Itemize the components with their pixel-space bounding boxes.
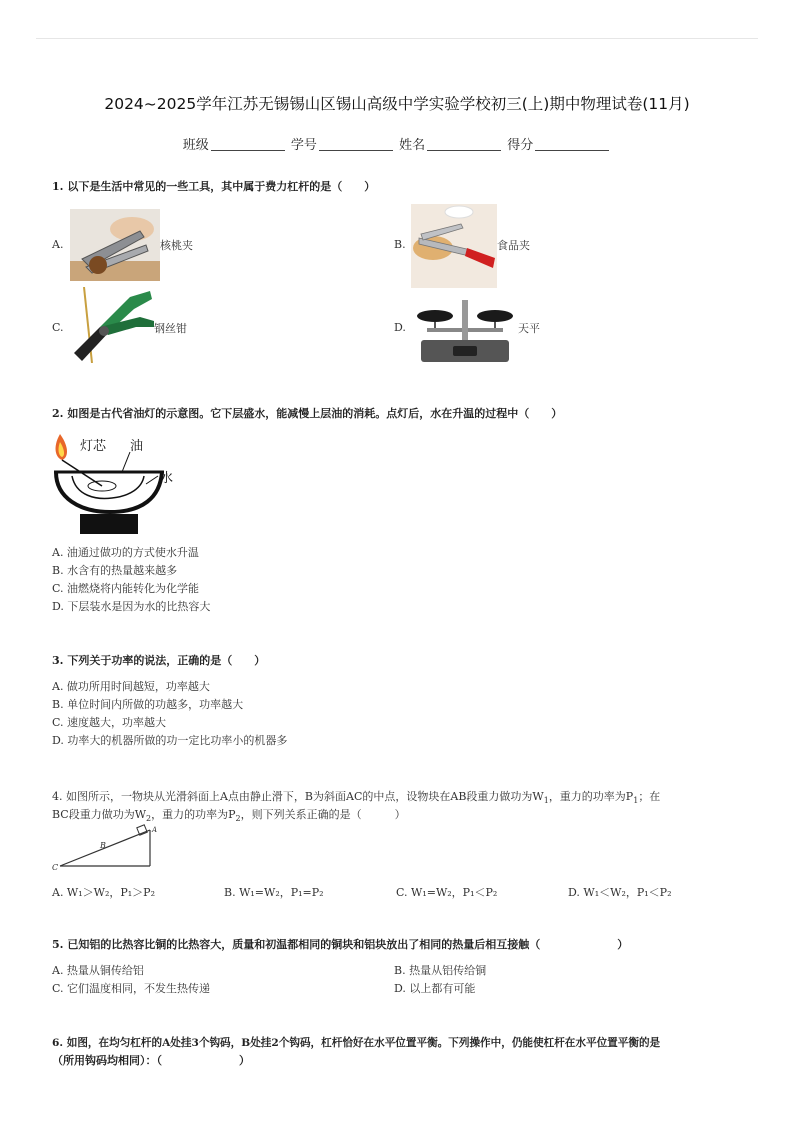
class-blank[interactable] [211,138,285,151]
q2-option-a[interactable]: A. 油通过做功的方式使水升温 [52,546,199,559]
point-c-label: C [52,863,59,872]
number-blank[interactable] [319,138,393,151]
question-4-stem-line1: 4. 如图所示，一物块从光滑斜面上A点由静止滑下，B为斜面AC的中点，设物块在AB段重力做功为$W_1$，重力的功率为$P_1$；在 [52,790,661,806]
question-4-stem-line2: BC段重力做功为$W_2$，重力的功率为$P_2$，则下列关系正确的是（ ） [52,808,406,824]
q1-option-a-label: 核桃夹 [160,239,193,252]
oil-label: 油 [130,439,144,454]
pliers-image [70,287,154,363]
oil-lamp-diagram [50,428,180,540]
q1-option-d[interactable]: D. [394,321,406,334]
water-label: 水 [160,471,174,486]
q5-option-d[interactable]: D. 以上都有可能 [394,982,476,995]
q3-option-b[interactable]: B. 单位时间内所做的功越多，功率越大 [52,698,244,711]
name-blank[interactable] [427,138,501,151]
incline-diagram [52,822,162,872]
point-b-label: B [100,841,106,850]
point-a-label: A [152,826,158,834]
q1-option-b[interactable]: B. [394,238,406,251]
name-label: 姓名 [399,138,426,153]
q4-option-a[interactable]: A. W₁＞W₂，P₁＞P₂ [52,886,155,899]
q4-option-b[interactable]: B. W₁=W₂，P₁=P₂ [224,886,324,899]
q5-option-a[interactable]: A. 热量从铜传给铝 [52,964,144,977]
question-6-stem-line2: （所用钩码均相同）：（ ） [52,1054,250,1067]
q4-option-c[interactable]: C. W₁=W₂，P₁＜P₂ [396,886,498,899]
q1-option-b-label: 食品夹 [497,239,530,252]
student-info-line [0,134,794,153]
question-5-stem: 5. 已知铝的比热容比铜的比热容大，质量和初温都相同的铜块和铝块放出了相同的热量后相互接触（ ） [52,938,629,951]
q3-option-d[interactable]: D. 功率大的机器所做的功一定比功率小的机器多 [52,734,288,747]
q2-option-c[interactable]: C. 油燃烧将内能转化为化学能 [52,582,200,595]
q3-option-c[interactable]: C. 速度越大，功率越大 [52,716,167,729]
food-tongs-image [411,204,497,288]
q5-option-c[interactable]: C. 它们温度相同，不发生热传递 [52,982,211,995]
q1-option-d-label: 天平 [518,322,540,335]
header-divider [36,38,758,39]
q3-option-a[interactable]: A. 做功所用时间越短，功率越大 [52,680,210,693]
page-title: 2024~2025学年江苏无锡锡山区锡山高级中学实验学校初三(上)期中物理试卷(11月) [104,95,690,113]
question-6-stem-line1: 6. 如图，在均匀杠杆的A处挂3个钩码，B处挂2个钩码，杠杆恰好在水平位置平衡。下列操作中，仍能使杠杆在水平位置平衡的是 [52,1037,661,1049]
q1-option-a[interactable]: A. [52,238,64,251]
q2-option-b[interactable]: B. 水含有的热量越来越多 [52,564,178,577]
score-label: 得分 [507,138,534,153]
class-label: 班级 [182,138,209,153]
q1-option-c-label: 钢丝钳 [154,322,187,335]
q2-option-d[interactable]: D. 下层装水是因为水的比热容大 [52,600,211,613]
number-label: 学号 [290,138,317,153]
question-1-stem: 1. 以下是生活中常见的一些工具，其中属于费力杠杆的是（ ） [52,180,376,193]
walnut-cracker-image [70,209,160,281]
question-3-stem: 3. 下列关于功率的说法，正确的是（ ） [52,654,266,667]
q1-option-c[interactable]: C. [52,321,64,334]
q5-option-b[interactable]: B. 热量从铝传给铜 [394,964,487,977]
balance-scale-image [413,296,517,366]
wick-label: 灯芯 [80,439,107,454]
score-blank[interactable] [535,138,609,151]
question-2-stem: 2. 如图是古代省油灯的示意图。它下层盛水，能减慢上层油的消耗。点灯后，水在升温的过程中（ ） [52,407,563,420]
q4-option-d[interactable]: D. W₁＜W₂，P₁＜P₂ [568,886,672,899]
